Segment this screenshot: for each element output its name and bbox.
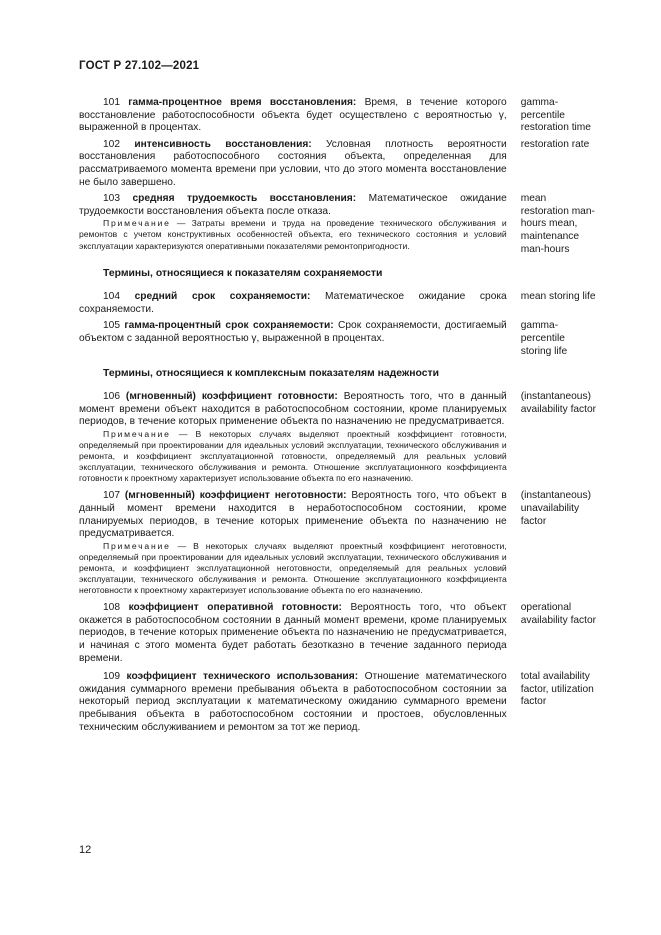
term-entry-108: [79, 602, 639, 665]
term-english: (instantaneous) availability factor: [520, 391, 597, 415]
term-name: коэффициент оперативной готовности:: [128, 602, 342, 614]
term-name: гамма-процентный срок сохраняемости:: [124, 320, 334, 332]
term-name: гамма-процентное время восстановления:: [128, 97, 357, 108]
term-name: средняя трудоемкость восстановления:: [132, 193, 357, 205]
term-number: 106: [103, 391, 120, 403]
term-definition: Отношение математического ожидания суммарного времени пребывания объекта в работоспособном состоянии за некоторый период эксплуатации к математическому ожиданию суммарного времени пребывания объекта в работоспособном состоянии и простоев, обусловленных техническим обслуживанием и ремонтом за тот же период.: [79, 671, 507, 733]
term-entry-103: [79, 193, 639, 256]
term-definition: Время, в течение которого восстановление работоспособности объекта будет осуществлено с вероятностью γ, выраженной в процентах.: [79, 97, 507, 134]
term-entry-109: [79, 671, 639, 734]
term-english: operational availability factor: [520, 602, 597, 626]
term-definition: Вероятность того, что в данный момент времени объект находится в работоспособном состоянии, кроме планируемых периодов, в течение которых применение объекта по назначению не предусматривается.: [79, 391, 507, 428]
term-english: mean storing life: [520, 291, 596, 303]
term-number: 107: [103, 490, 120, 502]
term-definition: Математическое ожидание срока сохраняемости.: [79, 291, 507, 315]
section-heading-storage: Термины, относящиеся к показателям сохраняемости: [103, 268, 383, 280]
document-header: ГОСТ Р 27.102—2021: [79, 60, 200, 72]
term-note: Примечание — Затраты времени и труда на проведение технического обслуживания и ремонтов с учетом конструктивных особенностей объекта, его технического состояния и условий эксплуатации характеризуются оперативными показателями ремонтопригодности.: [79, 218, 507, 251]
page-number: 12: [79, 844, 92, 856]
term-note: Примечание — В некоторых случаях выделяют проектный коэффициент готовности, определяемый при проектировании для идеальных условий эксплуатации, технического обслуживания и ремонта, и коэффициент эксплуатационной готовности, определяемый для реальных условий эксплуатации, технического обслуживания и ремонта. Отношение эксплуатационного коэффициента готовности к проектному характеризует использование объекта по его назначению.: [79, 428, 507, 484]
term-definition: Вероятность того, что объект в данный момент времени находится в неработоспособном состоянии, кроме планируемых периодов, в течение которых применение объекта по назначению не предусматривается.: [79, 490, 507, 540]
term-number: 104: [103, 291, 120, 303]
document-body: [79, 97, 639, 734]
term-entry-101: [79, 97, 639, 135]
term-note: Примечание — В некоторых случаях выделяют проектный коэффициент неготовности, определяемый при проектировании для идеальных условий эксплуатации, технического обслуживания и ремонта, и коэффициент эксплуатационной неготовности, определяемый для реальных условий эксплуатации, технического обслуживания и ремонта. Отношение эксплуатационного коэффициента неготовности к проектному характеризует использование объекта по его назначению.: [79, 540, 507, 596]
term-name: (мгновенный) коэффициент неготовности:: [124, 490, 347, 502]
term-number: 102: [103, 138, 120, 150]
term-number: 103: [103, 193, 120, 205]
term-number: 101: [103, 97, 120, 108]
term-english: mean restoration man- hours mean, maintenance man-hours: [520, 193, 595, 255]
term-name: (мгновенный) коэффициент готовности:: [125, 391, 338, 403]
section-heading-complex: Термины, относящиеся к комплексным показателям надежности: [103, 368, 440, 380]
term-number: 105: [103, 320, 120, 332]
term-definition: Срок сохраняемости, достигаемый объектом с заданной вероятностью γ, выраженной в процентах.: [79, 320, 507, 344]
term-number: 108: [103, 602, 120, 614]
term-entry-106: [79, 391, 639, 484]
term-name: коэффициент технического использования:: [126, 671, 359, 683]
term-entry-104: [79, 291, 639, 316]
term-english: (instantaneous) unavailability factor: [520, 490, 591, 527]
term-number: 109: [103, 671, 120, 683]
term-definition: Математическое ожидание трудоемкости восстановления объекта после отказа.: [79, 193, 507, 217]
term-definition: Вероятность того, что объект окажется в работоспособном состоянии в данный момент времени, кроме планируемых периодов, в течение которых применение объекта по назначению не предусматривается, и начиная с этого момента будет работать безотказно в течение заданного периода времени.: [79, 602, 507, 664]
term-english: gamma- percentile restoration time: [520, 97, 591, 134]
term-entry-107: [79, 490, 639, 596]
term-name: средний срок сохраняемости:: [134, 291, 311, 303]
term-english: total availability factor, utilization factor: [520, 671, 594, 708]
term-english: restoration rate: [520, 138, 590, 150]
term-name: интенсивность восстановления:: [134, 138, 312, 150]
term-definition: Условная плотность вероятности восстановления работоспособного состояния объекта, определенная для рассматриваемого момента времени при условии, что до этого момента восстановление не было завершено.: [79, 138, 507, 188]
term-entry-102: [79, 139, 639, 189]
term-english: gamma- percentile storing life: [520, 320, 568, 357]
term-entry-105: [79, 320, 639, 358]
